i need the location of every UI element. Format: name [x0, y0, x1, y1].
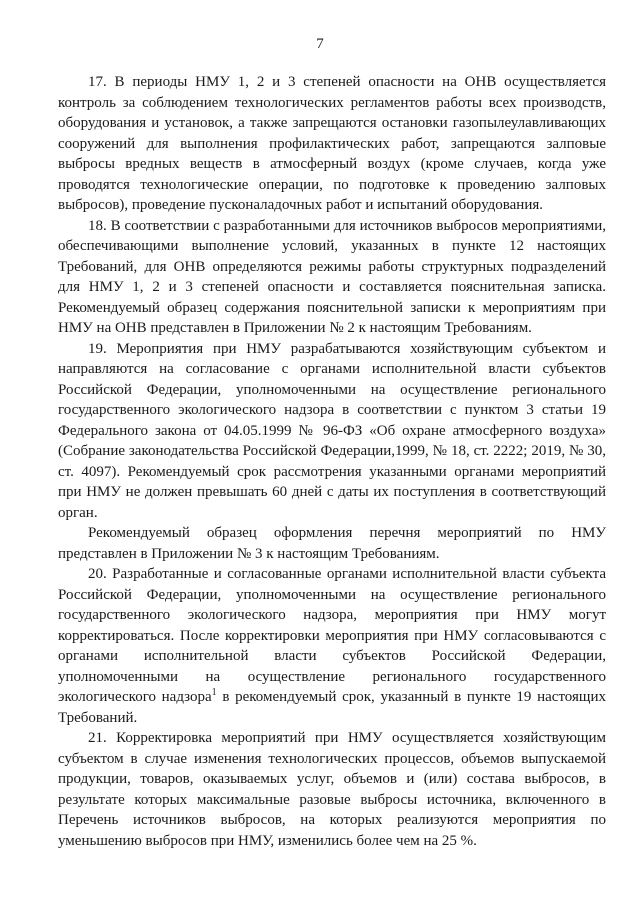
footnote-mark: 1 [211, 687, 217, 698]
paragraph-18: 18. В соответствии с разработанными для источников выбросов мероприятиями, обеспечивающими выполнение условий, указанных в пункте 12 настоящих Требований, для ОНВ определяются режимы работы структурных подразделений для НМУ 1, 2 и 3 степеней опасности и составляется пояснительная записка. Рекомендуемый образец содержания пояснительной записки к мероприятиям при НМУ на ОНВ представлен в Приложении № 2 к настоящим Требованиям. [58, 217, 606, 336]
paragraph-20 [58, 564, 606, 728]
paragraph-17: 17. В периоды НМУ 1, 2 и 3 степеней опасности на ОНВ осуществляется контроль за соблюдением технологических регламентов работы всех производств, оборудования и установок, а также запрещаются остановки газопылеулавливающих сооружений для выполнения профилактических работ, запрещаются залповые выбросы вредных веществ в атмосферный воздух (кроме случаев, когда уже проводятся технологические операции, по подготовке к проведению залповых выбросов), проведение пусконаладочных работ и испытаний оборудования. [58, 74, 606, 213]
paragraph-20-text-end: в рекомендуемый срок, указанный в пункте 19 настоящих Требований. [58, 689, 606, 726]
page-number: 7 [316, 36, 324, 52]
paragraph-20-text: 20. Разработанные и согласованные органами исполнительной власти субъекта Российской Федерации, уполномоченными на осуществление регионального государственного экологического надзора, мероприятия при НМУ могут корректироваться. После корректировки мероприятия при НМУ согласовываются с органами исполнительной власти субъектов Российской Федерации, уполномоченными на осуществление регионального государственного экологического надзора [58, 566, 606, 705]
paragraph-19-note: Рекомендуемый образец оформления перечня мероприятий по НМУ представлен в Приложении № 3 к настоящим Требованиям. [58, 525, 606, 562]
document-body [58, 72, 606, 851]
paragraph-19: 19. Мероприятия при НМУ разрабатываются хозяйствующим субъектом и направляются на согласование с органами исполнительной власти субъектов Российской Федерации, уполномоченными на осуществление регионального государственного экологического надзора в соответствии с пунктом 3 статьи 19 Федерального закона от 04.05.1999 № 96-ФЗ «Об охране атмосферного воздуха» (Собрание законодательства Российской Федерации,1999, № 18, ст. 2222; 2019, № 30, ст. 4097). Рекомендуемый срок рассмотрения указанными органами мероприятий при НМУ не должен превышать 60 дней с даты их поступления в соответствующий орган. [58, 340, 606, 521]
paragraph-21: 21. Корректировка мероприятий при НМУ осуществляется хозяйствующим субъектом в случае изменения технологических процессов, объемов выпускаемой продукции, товаров, оказываемых услуг, объемов и (или) состава выбросов, в результате которых максимальные разовые выбросы источника, включенного в Перечень источников выбросов, на которых реализуются мероприятия по уменьшению выбросов при НМУ, изменились более чем на 25 %. [58, 730, 606, 849]
